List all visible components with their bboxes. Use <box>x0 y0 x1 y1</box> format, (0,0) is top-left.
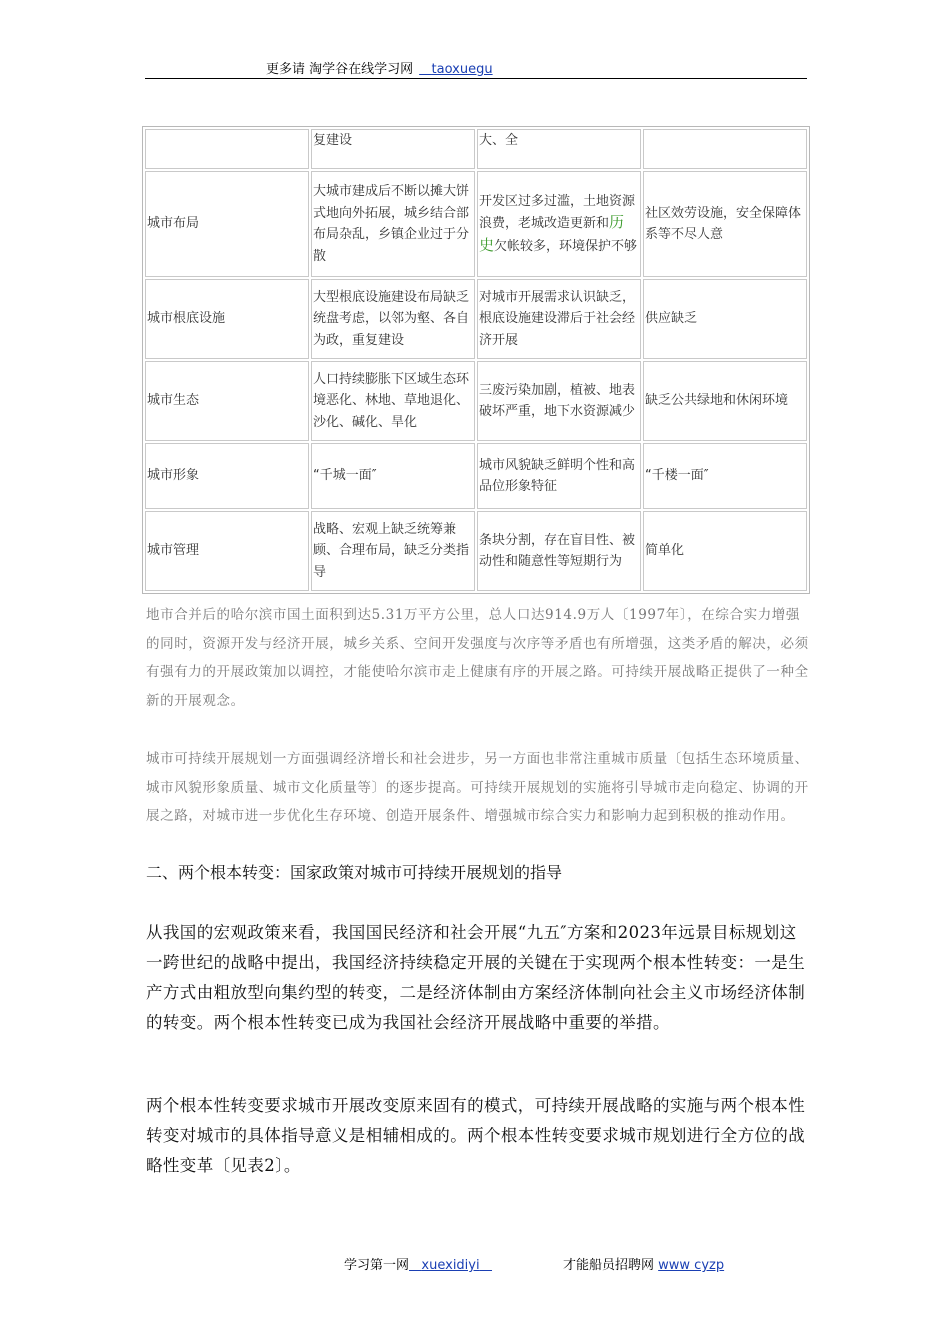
cell-text: 欠帐较多，环境保护不够 <box>494 238 638 254</box>
row-label: 城市生态 <box>145 361 309 441</box>
footer-right-link[interactable]: www cyzp <box>658 1258 725 1273</box>
table-cell <box>643 129 807 169</box>
paragraph-policy: 从我国的宏观政策来看，我国国民经济和社会开展“九五″方案和2023年远景目标规划这一跨世纪的战略中提出，我国经济持续稳定开展的关键在于实现两个根本性转变：一是生产方式由粗放型向集约型的转变，二是经济体制由方案经济体制向社会主义市场经济体制的转变。两个根本性转变已成为我国社会经济开展战略中重要的举措。 <box>146 923 806 1032</box>
row-label <box>145 129 309 169</box>
table-cell: 复建设 <box>311 129 475 169</box>
table-cell: 战略、宏观上缺乏统筹兼顾、合理布局，缺乏分类指导 <box>311 511 475 591</box>
table-cell: 大城市建成后不断以摊大饼式地向外拓展，城乡结合部布局杂乱，乡镇企业过于分散 <box>311 171 475 277</box>
table-cell: 城市风貌缺乏鲜明个性和高品位形象特征 <box>477 443 641 509</box>
table-cell: 供应缺乏 <box>643 279 807 359</box>
header-text <box>266 58 493 77</box>
paragraph-planning: 城市可持续开展规划一方面强调经济增长和社会进步，另一方面也非常注重城市质量〔包括生态环境质量、城市风貌形象质量、城市文化质量等〕的逐步提高。可持续开展规划的实施将引导城市走向稳定、协调的开展之路，对城市进一步优化生存环境、创造开展条件、增强城市综合实力和影响力起到积极的推动作用。 <box>146 751 809 824</box>
footer-left-link[interactable] <box>409 1258 492 1273</box>
table-cell: 缺乏公共绿地和休闲环境 <box>643 361 807 441</box>
row-label: 城市管理 <box>145 511 309 591</box>
row-label: 城市根底设施 <box>145 279 309 359</box>
table-cell: 大、全 <box>477 129 641 169</box>
footer-left-link-text[interactable]: xuexidiyi <box>421 1258 480 1273</box>
comparison-table <box>142 126 810 594</box>
table-cell: 人口持续膨胀下区域生态环境恶化、林地、草地退化、沙化、碱化、旱化 <box>311 361 475 441</box>
table-row <box>145 129 807 169</box>
table-cell: 大型根底设施建设布局缺乏统盘考虑，以邻为壑、各自为政，重复建设 <box>311 279 475 359</box>
table-cell: 条块分割，存在盲目性、被动性和随意性等短期行为 <box>477 511 641 591</box>
table-row <box>145 171 807 277</box>
footer-right-label: 才能船员招聘网 <box>563 1258 655 1273</box>
table-cell: “千楼一面″ <box>643 443 807 509</box>
row-label: 城市布局 <box>145 171 309 277</box>
header-label: 更多请 淘学谷在线学习网 <box>266 62 414 77</box>
footer-left-label: 学习第一网 <box>344 1258 410 1273</box>
paragraph-harbin: 地市合并后的哈尔滨市国土面积到达5.31万平方公里，总人口达914.9万人〔1997年〕，在综合实力增强的同时，资源开发与经济开展，城乡关系、空间开发强度与次序等矛盾也有所增强，这类矛盾的解决，必须有强有力的开展政策加以调控，才能使哈尔滨市走上健康有序的开展之路。可持续开展战略正提供了一种全新的开展观念。 <box>146 607 809 709</box>
table-row <box>145 361 807 441</box>
page-header <box>145 58 807 79</box>
table-cell: 对城市开展需求认识缺乏，根底设施建设滞后于社会经济开展 <box>477 279 641 359</box>
section-heading: 二、两个根本转变：国家政策对城市可持续开展规划的指导 <box>146 863 563 882</box>
cell-text: 开发区过多过滥，土地资源浪费，老城改造更新和 <box>479 193 636 232</box>
table-cell: “千城一面″ <box>311 443 475 509</box>
paragraph-transform: 两个根本性转变要求城市开展改变原来固有的模式，可持续开展战略的实施与两个根本性转变对城市的具体指导意义是相辅相成的。两个根本性转变要求城市规划进行全方位的战略性变革〔见表2〕。 <box>146 1096 806 1175</box>
footer-right <box>563 1254 724 1273</box>
table-cell: 三废污染加剧，植被、地表破坏严重，地下水资源减少 <box>477 361 641 441</box>
table-cell <box>477 171 641 277</box>
table-row <box>145 279 807 359</box>
history-link[interactable]: 历史 <box>479 213 625 254</box>
footer-left <box>344 1254 492 1273</box>
table-cell: 社区效劳设施，安全保障体系等不尽人意 <box>643 171 807 277</box>
row-label: 城市形象 <box>145 443 309 509</box>
table-cell: 简单化 <box>643 511 807 591</box>
table-row <box>145 443 807 509</box>
table-row <box>145 511 807 591</box>
header-link[interactable]: taoxuegu <box>431 62 493 77</box>
